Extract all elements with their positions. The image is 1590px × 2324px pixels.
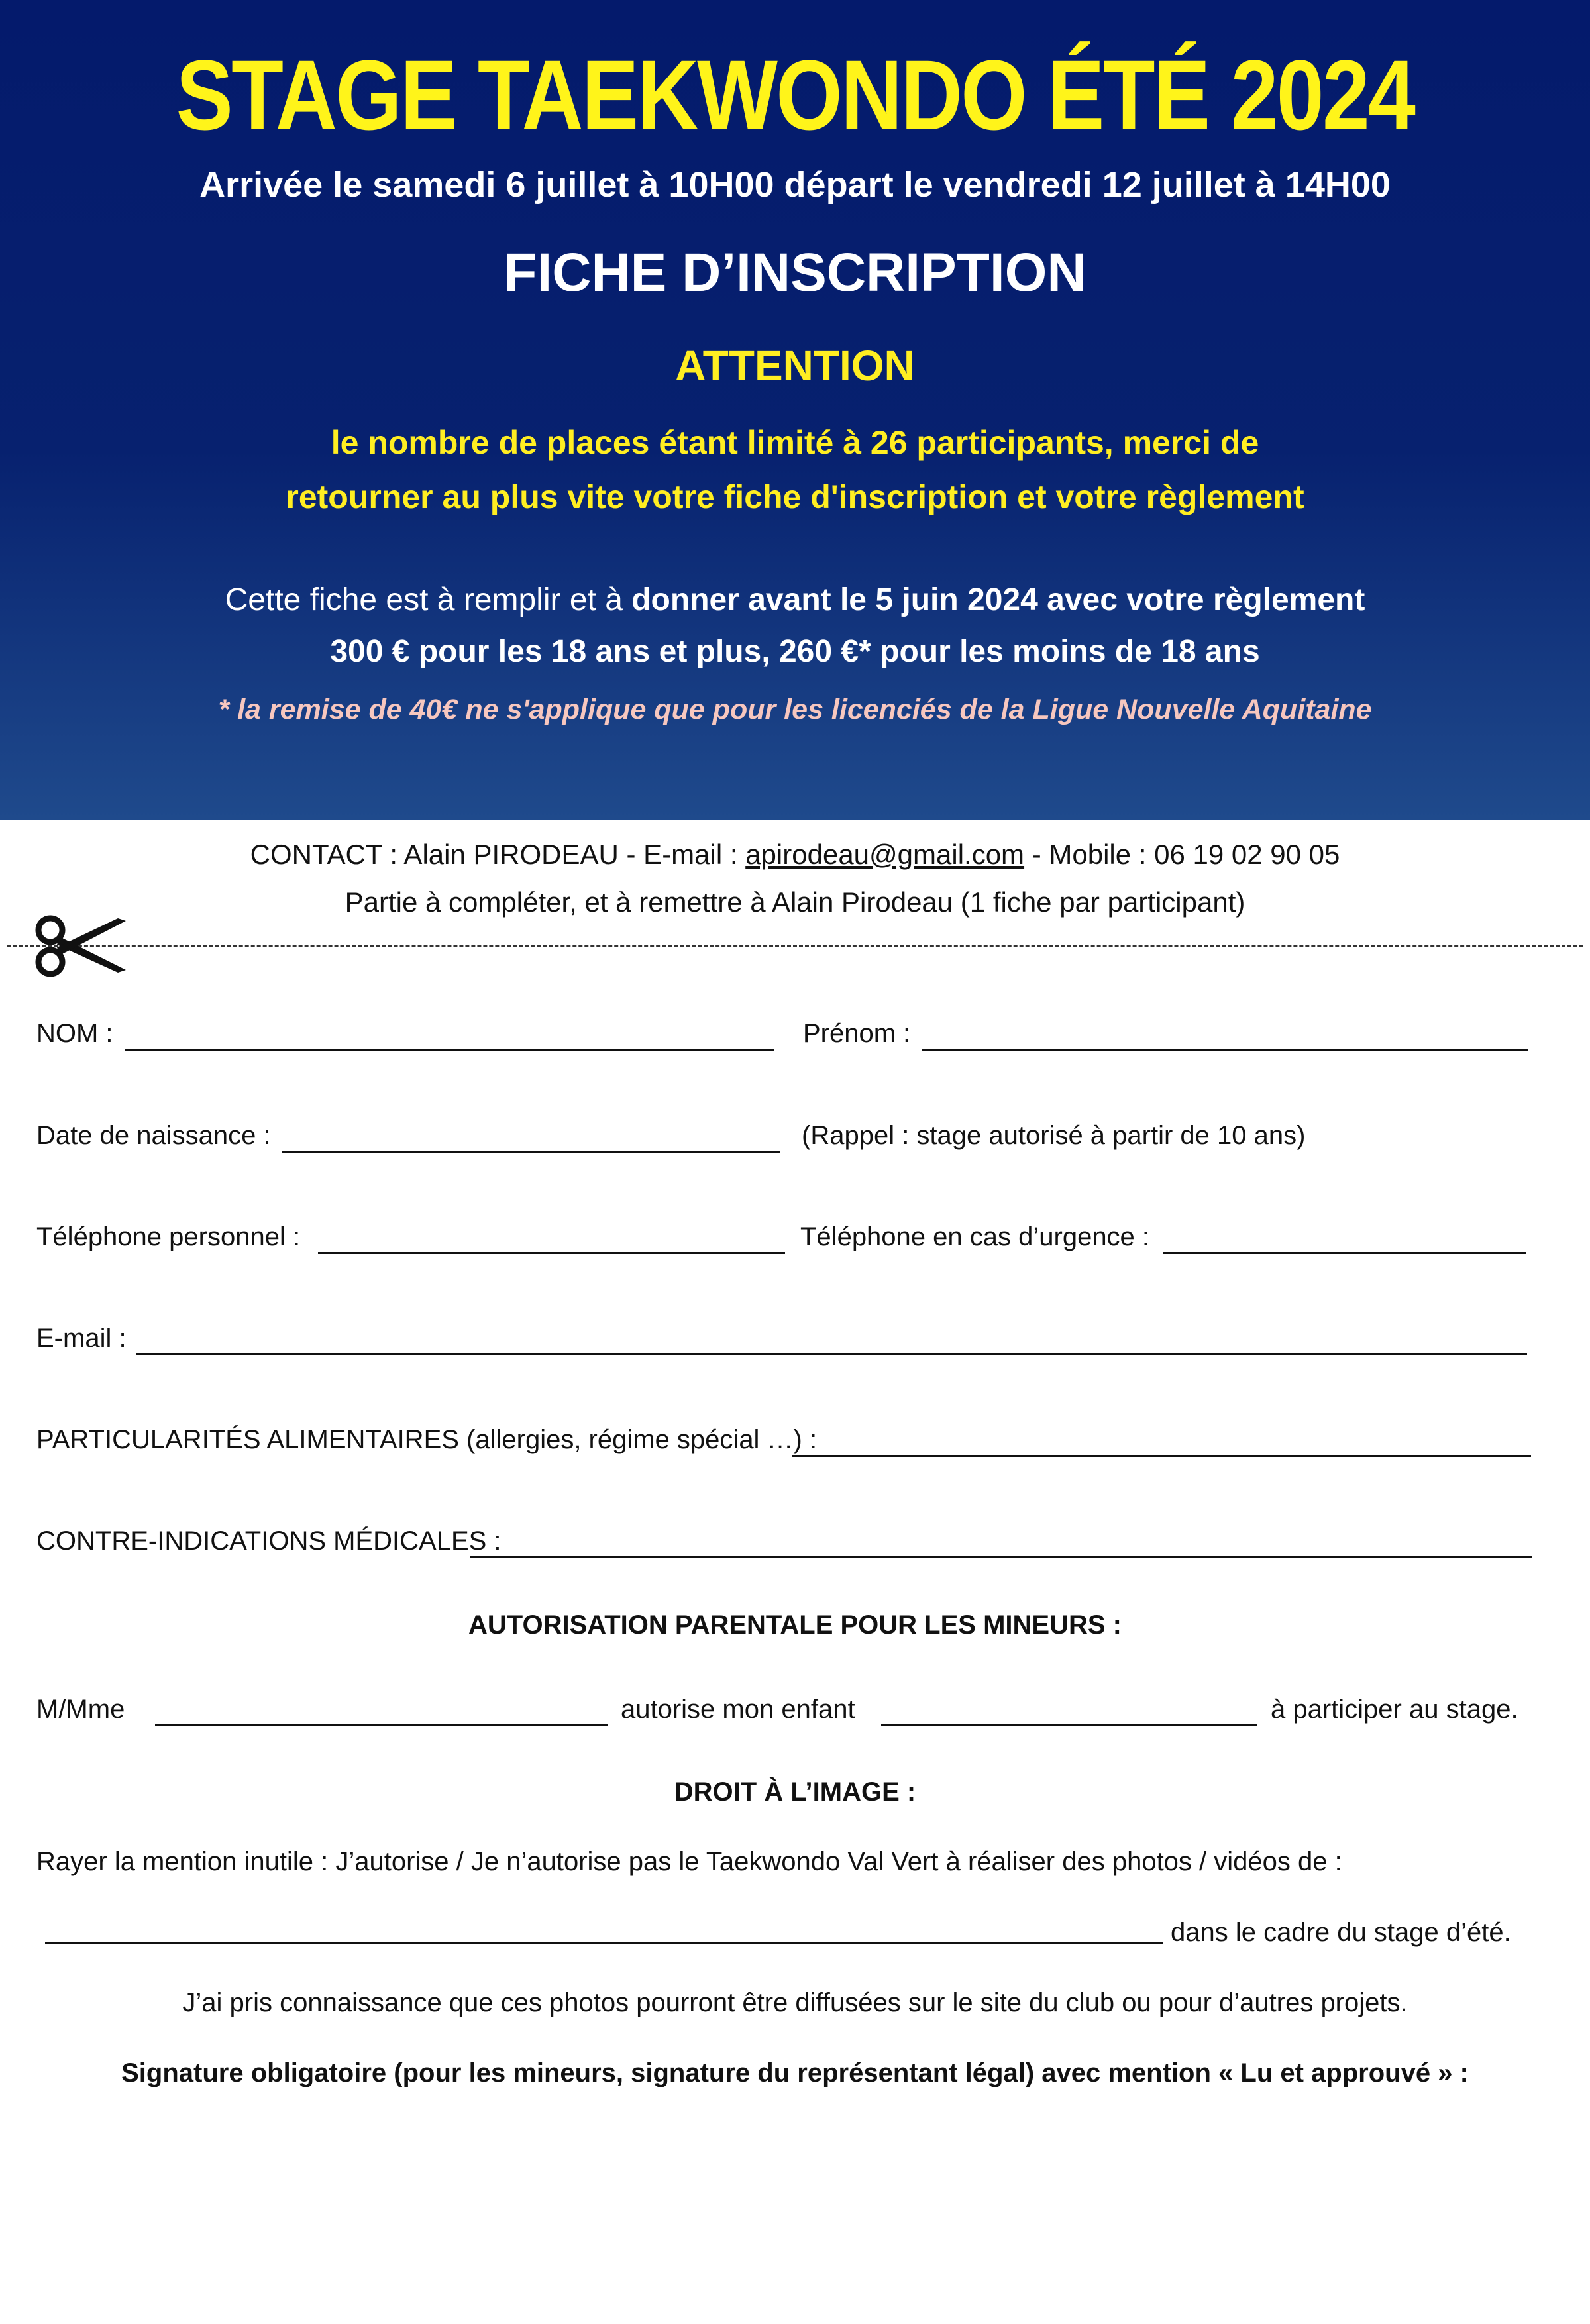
image-rights-context: dans le cadre du stage d’été. bbox=[1171, 1918, 1511, 1947]
warning-line-1: le nombre de places étant limité à 26 participants, merci de bbox=[331, 424, 1259, 461]
email-label: E-mail : bbox=[36, 1324, 127, 1353]
emergency-phone-label: Téléphone en cas d’urgence : bbox=[800, 1222, 1150, 1251]
parental-heading: AUTORISATION PARENTALE POUR LES MINEURS : bbox=[468, 1611, 1122, 1640]
participate-text: à participer au stage. bbox=[1271, 1695, 1518, 1724]
image-rights-statement: Rayer la mention inutile : J’autorise / Je n’autorise pas le Taekwondo Val Vert à réaliser des photos / vidéos de : bbox=[36, 1847, 1342, 1876]
parent-label: M/Mme bbox=[36, 1695, 125, 1724]
contact-mobile: - Mobile : 06 19 02 90 05 bbox=[1024, 839, 1340, 870]
deadline-bold: donner avant le 5 juin 2024 avec votre règlement bbox=[631, 582, 1365, 617]
form-instructions: Partie à compléter, et à remettre à Alain Pirodeau (1 fiche par participant) bbox=[344, 886, 1246, 918]
phone-input[interactable] bbox=[318, 1252, 785, 1254]
prenom-input[interactable] bbox=[922, 1049, 1528, 1051]
attention-heading: ATTENTION bbox=[675, 342, 915, 390]
parent-name-input[interactable] bbox=[155, 1724, 608, 1726]
cut-line bbox=[7, 945, 1583, 947]
nom-input[interactable] bbox=[125, 1049, 774, 1051]
image-rights-acknowledgement: J’ai pris connaissance que ces photos pourront être diffusées sur le site du club ou pour d’autres projets. bbox=[182, 1988, 1408, 2017]
dietary-input[interactable] bbox=[792, 1455, 1531, 1457]
nom-label: NOM : bbox=[36, 1019, 113, 1048]
birthdate-label: Date de naissance : bbox=[36, 1121, 271, 1150]
prenom-label: Prénom : bbox=[803, 1019, 911, 1048]
warning-line-2: retourner au plus vite votre fiche d'inscription et votre règlement bbox=[286, 478, 1304, 515]
contact-email-link[interactable]: apirodeau@gmail.com bbox=[745, 839, 1025, 870]
page-title: STAGE TAEKWONDO ÉTÉ 2024 bbox=[176, 39, 1414, 150]
signature-area[interactable] bbox=[36, 2107, 1554, 2292]
birthdate-input[interactable] bbox=[282, 1151, 780, 1153]
price-info: 300 € pour les 18 ans et plus, 260 €* pour les moins de 18 ans bbox=[330, 634, 1260, 669]
age-reminder: (Rappel : stage autorisé à partir de 10 ans) bbox=[802, 1121, 1306, 1150]
medical-input[interactable] bbox=[470, 1556, 1532, 1558]
email-input[interactable] bbox=[136, 1353, 1527, 1355]
contact-prefix: CONTACT : Alain PIRODEAU - E-mail : bbox=[250, 839, 746, 870]
form-title: FICHE D’INSCRIPTION bbox=[504, 242, 1086, 303]
child-name-input[interactable] bbox=[881, 1724, 1257, 1726]
deadline-prefix: Cette fiche est à remplir et à bbox=[225, 582, 632, 617]
stage-dates: Arrivée le samedi 6 juillet à 10H00 départ le vendredi 12 juillet à 14H00 bbox=[199, 165, 1391, 205]
dietary-label: PARTICULARITÉS ALIMENTAIRES (allergies, régime spécial …) : bbox=[36, 1425, 818, 1454]
discount-note: * la remise de 40€ ne s'applique que pour les licenciés de la Ligue Nouvelle Aquitaine bbox=[218, 694, 1372, 725]
signature-instruction: Signature obligatoire (pour les mineurs, signature du représentant légal) avec mention « Lu et approuvé » : bbox=[121, 2058, 1469, 2087]
image-rights-heading: DROIT À L’IMAGE : bbox=[674, 1777, 916, 1807]
emergency-phone-input[interactable] bbox=[1163, 1252, 1526, 1254]
scissors-icon bbox=[33, 909, 132, 982]
deadline-notice bbox=[0, 579, 1590, 621]
authorize-text: autorise mon enfant bbox=[621, 1695, 855, 1724]
image-rights-input[interactable] bbox=[45, 1942, 1163, 1944]
phone-label: Téléphone personnel : bbox=[36, 1222, 301, 1251]
contact-line bbox=[0, 836, 1590, 873]
medical-label: CONTRE-INDICATIONS MÉDICALES : bbox=[36, 1526, 502, 1556]
